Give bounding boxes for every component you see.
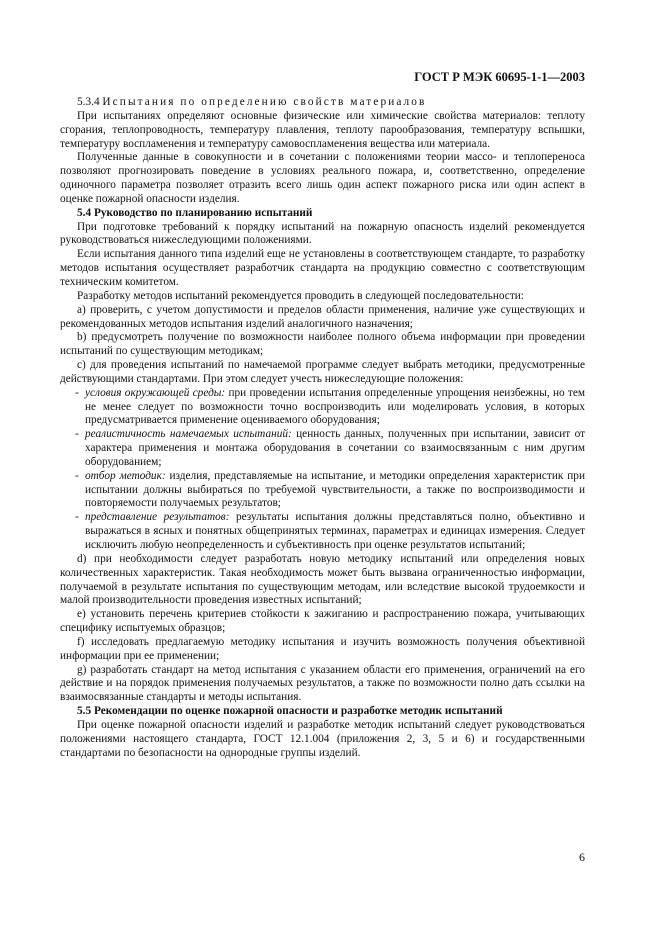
dash-item-text: при проведении испытания определенные упрощения неизбежны, но тем не менее следует по возможности точно воспроизводить или моделировать условия, в которых предусматривается применение оцениваемого оборудования;	[85, 386, 586, 427]
list-item-b: b) предусмотреть получение по возможности наиболее полного объема информации при проведении испытаний по существующим методикам;	[60, 331, 585, 358]
dash-marker: -	[75, 469, 79, 482]
section-54-heading: 5.4 Руководство по планированию испытаний	[77, 206, 313, 219]
paragraph: При оценке пожарной опасности изделий и разработке методик испытаний следует руководствоваться положениями настоящего стандарта, ГОСТ 12.1.004 (приложения 2, 3, 5 и 6) и государственными стандартами по безопасности на однородные группы изделий.	[60, 718, 585, 759]
dash-marker: -	[75, 511, 79, 524]
dash-list-item	[60, 470, 585, 512]
paragraph: При испытаниях определяют основные физические или химические свойства материалов: теплоту сгорания, теплопроводность, температуру плавления, теплоту парообразования, температуру вспышки, температуру воспламенения и температуру самовоспламенения вещества или материала.	[60, 109, 585, 150]
dash-item-term: представление результатов:	[85, 511, 230, 524]
section-534-heading	[60, 96, 585, 110]
dash-item-text: результаты испытания должны представляться полно, объективно и выражаться в ясных и понятных общепринятых терминах, параметрах и единицах измерения. Следует исключить любую неопределенность и субъективность при оценке результатов испытаний;	[85, 511, 585, 551]
dash-list	[60, 387, 585, 553]
dash-item-text: ценность данных, полученных при испытании, зависит от характера применения и монтажа оборудования в сочетании со взаимосвязанным с ним другим оборудованием;	[85, 428, 586, 468]
list-item-f: f) исследовать предлагаемую методику испытания и изучить возможность получения объективной информации при ее применении;	[60, 635, 585, 662]
paragraph: Если испытания данного типа изделий еще не установлены в соответствующем стандарте, то разработку методов испытания осуществляет разработчик стандарта на продукцию совместно с соответствующим техническим комитетом.	[60, 248, 585, 288]
list-item-a: a) проверить, с учетом допустимости и пределов области применения, наличие уже существующих и рекомендованных методов испытания изделий аналогичного назначения;	[60, 303, 585, 330]
dash-marker: -	[75, 386, 79, 399]
dash-item-text: изделия, представляемые на испытание, и методики определения характеристик при испытании должны выбираться по требуемой чувствительности, а также по воспроизводимости и повторяемости получаемых результатов;	[85, 469, 585, 510]
document-body	[60, 96, 585, 761]
dash-list-item	[60, 387, 585, 429]
dash-list-item	[60, 511, 585, 553]
document-header: ГОСТ Р МЭК 60695-1-1—2003	[414, 70, 585, 84]
section-534-number: 5.3.4	[77, 96, 100, 108]
dash-item-term: реалистичность намечаемых испытаний:	[85, 428, 292, 441]
paragraph: Разработку методов испытаний рекомендуется проводить в следующей последовательности:	[77, 289, 524, 302]
section-55-heading: 5.5 Рекомендации по оценке пожарной опасности и разработке методик испытаний	[77, 705, 503, 718]
section-534-title: Испытания по определению свойств материалов	[102, 96, 427, 108]
dash-item-term: отбор методик:	[85, 469, 166, 482]
page-number: 6	[579, 850, 585, 864]
dash-item-term: условия окружающей среды:	[85, 386, 226, 399]
list-item-d: d) при необходимости следует разработать новую методику испытаний или определения новых количественных характеристик. Такая необходимость может быть вызвана ограниченностью информации, получаемой в результате испытания по существующим методам, или вследствие высокой трудоемкости и малой производительности проведения известных испытаний;	[60, 552, 585, 607]
dash-list-item	[60, 428, 585, 470]
list-item-g: g) разработать стандарт на метод испытания с указанием области его применения, ограничений на его действие и на порядок применения получаемых результатов, а также по возможности полно дать ссылки на взаимосвязанные стандарты и методы испытания.	[60, 663, 585, 704]
paragraph: При подготовке требований к порядку испытаний на пожарную опасность изделий рекомендуется руководствоваться нижеследующими положениями.	[60, 220, 585, 247]
list-item-c: c) для проведения испытаний по намечаемой программе следует выбрать методики, предусмотренные действующими стандартами. При этом следует учесть нижеследующие положения:	[60, 359, 585, 385]
dash-marker: -	[75, 428, 79, 441]
paragraph: Полученные данные в совокупности и в сочетании с положениями теории массо- и теплопереноса позволяют прогнозировать поведение в условиях реального пожара, и, соответственно, определение одиночного параметра позволяет отразить всего лишь один аспект пожарного риска или один аспект в оценке пожарной опасности изделия.	[60, 151, 585, 205]
list-item-e: e) установить перечень критериев стойкости к зажиганию и распространению пожара, учитывающих специфику испытуемых образцов;	[60, 608, 585, 635]
